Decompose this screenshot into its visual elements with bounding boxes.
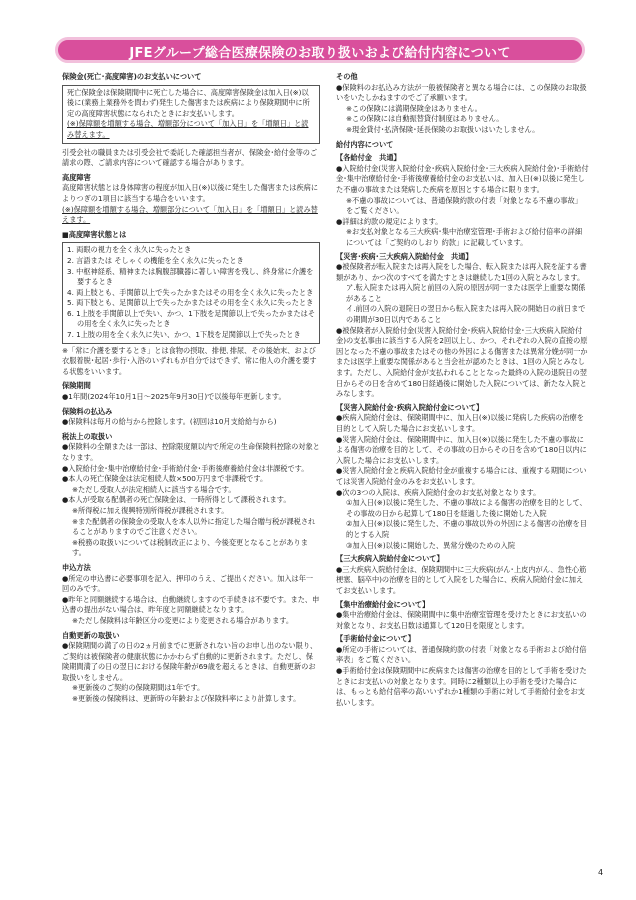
list-item: 5. 両下肢とも、足関節以上で失ったかまたはその用を全く永久に失ったとき (67, 298, 314, 308)
period-heading: 保険期間 (62, 381, 91, 391)
hd-heading: 高度障害 (62, 172, 91, 182)
apply-note: ※ただし保険料は年齢区分の変更により変更される場合があります。 (72, 615, 294, 625)
left-column (62, 72, 320, 705)
premium-heading: 保険料の払込み (62, 406, 113, 416)
death-box-note: (※)保障額を増額する場合、増額部分について「加入日」を「増額日」と読み替えます。 (67, 119, 309, 139)
renew-text: ●保険期間の満了の日の2ヵ月前までに更新されない旨のお申し出のない限り、ご契約は被保険者の健康状態にかかわらず自動的に更新されます。ただし、保険期間満了の日の翌日における保険年齢が69歳を超えるときは、自動更新のお取扱いをしません。 (62, 641, 318, 682)
period-text: ●1年間(2024年10月1日～2025年9月30日)で以後毎年更新します。 (62, 392, 286, 402)
common-detail-note: ※お支払対象となる三大疾病･集中治療室管理･手術および給付倍率の詳細については「ご契約のしおり 約款」に記載しています。 (346, 227, 583, 247)
apply-item: ●昨年と同額継続する場合は、自動継続しますので手続きは不要です。また、申込書の提出がない場合は、昨年度と同額継続となります。 (62, 594, 320, 615)
hd-note: (※)保障額を増額する場合、増額部分について「加入日」を「増額日」と読み替えます。 (62, 204, 318, 225)
disaster-item: ●災害入院給付金は、保険期間中に、加入日(※)以後に発生した不慮の事故による傷害の治療を目的として、その事故の日からその日を含めて180日以内に入院した場合にお支払いします。 (336, 434, 587, 465)
hosp-text: ●被保険者が転入院または再入院をした場合、転入院または再入院を証する書類があり、かつ次のすべてを満たすときは継続した1回の入院とみなします。 (336, 262, 587, 282)
state-list (62, 242, 320, 343)
other-note: ※現金貸付･払済保険･延長保険のお取扱いはいたしません。 (346, 124, 540, 134)
death-heading: 保険金(死亡･高度障害)のお支払いについて (62, 72, 202, 81)
three-heading: 【三大疾病入院給付金について】 (336, 554, 444, 564)
surgery-item: ●手術給付金は保険期間中に疾病または傷害の治療を目的として手術を受けたときにお支払いの対象となります。同時に2種類以上の手術を受けた場合には、もっとも給付倍率の高いいずれか1種類の手術に対して手術給付金をお支払いします。 (336, 666, 587, 707)
disaster-item: ●災害入院給付金と疾病入院給付金が重複する場合には、重複する期間については災害入院給付金のみをお支払いします。 (336, 466, 587, 486)
hosp-condition-a: ア.転入院または再入院と前回の入院の原因が同一または医学上重要な関係があること (346, 283, 586, 303)
tax-note: ※ただし受取人が法定相続人に該当する場合です。 (72, 484, 236, 494)
renew-note: ※更新後のご契約の保険期間は1年です。 (72, 683, 205, 693)
disaster-item: ●次の3つの入院は、疾病入院給付金のお支払対象となります。 (336, 487, 541, 497)
disaster-sub-item: ②加入日(※)以後に発生した、不慮の事故以外の外因による傷害の治療を目的とする入院 (346, 519, 587, 539)
surgery-item: ●所定の手術については、普通保険約款の付表「対象となる手術および給付倍率表」をご覧ください。 (336, 644, 587, 665)
disaster-item: ●疾病入院給付金は、保険期間中に、加入日(※)以後に発病した疾病の治療を目的として入院した場合にお支払いします。 (336, 413, 584, 433)
common-note: ※不慮の事故については、普通保険約款の付表「対象となる不慮の事故」をご覧ください。 (346, 195, 582, 216)
page-title: JFEグループ総合医療保険のお取り扱いおよび給付内容について (129, 46, 511, 61)
hd-text: 高度障害状態とは身体障害の程度が加入日(※)以後に発生した傷害または疾病によりつぎの1項目に該当する場合をいいます。 (62, 183, 319, 203)
list-item: 6. 1上肢を手関節以上で失い、かつ、1下肢を足関節以上で失ったかまたはその用を全く永久に失ったとき (67, 308, 316, 329)
list-item: 3. 中枢神経系、精神または胸腹部臓器に著しい障害を残し、終身常に介護を要するとき (67, 266, 314, 287)
common-text: ●入院給付金(災害入院給付金･疾病入院給付金･三大疾病入院給付金)･手術給付金･集中治療給付金･手術後療養給付金のお支払いは、加入日(※)以後に発生した不慮の事故または発病した疾病を原因とする場合に限ります。 (336, 163, 589, 194)
tax-heading: 税法上の取扱い (62, 431, 113, 441)
list-item: 7. 1上肢の用を全く永久に失い、かつ、1下肢を足関節以上で失ったとき (67, 330, 301, 340)
tax-note: ※また配偶者の保険金の受取人を本人以外に指定した場合贈与税が課税されることがありますのでご注意ください。 (72, 516, 316, 537)
benefit-heading: 給付内容について (336, 139, 394, 149)
tax-item: ●入院給付金･集中治療給付金･手術給付金･手術後療養給付金は非課税です。 (62, 463, 309, 473)
death-paragraph: 引受会社の職員または引受会社で委託した確認担当者が、保険金･給付金等のご請求の際、ご請求内容について確認する場合があります。 (62, 147, 318, 168)
death-box (62, 85, 320, 144)
apply-item: ●所定の申込書に必要事項を記入、押印のうえ、ご提出ください。加入は年一回のみです。 (62, 573, 314, 594)
hosp-condition-i: イ.前回の入院の退院日の翌日から転入院または再入院の開始日の前日までの期間が30日以内であること (346, 304, 586, 325)
other-note: ※この保険には自動振替貸付制度はありません。 (346, 114, 504, 124)
disaster-heading: 【災害入院給付金･疾病入院給付金について】 (336, 402, 484, 412)
tax-note: ※税務の取扱いについては税制改正により、今後変更となることがあります。 (72, 537, 308, 558)
death-box-text: 死亡保険金は保険期間中に死亡した場合に、高度障害保険金は加入日(※)以後に(業務上業務外を問わず)発生した傷害または疾病により保険期間中に所定の高度障害状態になられたときにお支払いします。 (67, 87, 310, 118)
disaster-sub-item: ③加入日(※)以後に開始した、異常分娩のための入院 (346, 540, 516, 550)
icu-text: ●集中治療給付金は、保険期間中に集中治療室管理を受けたときにお支払いの対象となり、お支払日数は通算して120日を限度とします。 (336, 610, 587, 630)
surgery-heading: 【手術給付金について】 (336, 634, 415, 644)
icu-heading: 【集中治療給付金について】 (336, 599, 430, 609)
state-note: ※「常に介護を要するとき」とは食物の摂取、排便､排尿、その後始末、および衣服着脱･起居･歩行･入浴のいずれもが自分ではできず、常に他人の介護を要する状態をいいます。 (62, 345, 317, 376)
other-heading: その他 (336, 72, 358, 81)
tax-item: ●本人の死亡保険金は法定相続人数×500万円まで非課税です。 (62, 474, 268, 484)
other-note: ※この保険には満期保険金はありません。 (346, 103, 482, 113)
title-banner (55, 37, 585, 63)
common-heading: 【各給付金 共通】 (336, 153, 401, 163)
list-item: 4. 両上肢とも、手関節以上で失ったかまたはその用を全く永久に失ったとき (67, 287, 314, 297)
list-item: 2. 言語または そしゃくの機能を全く永久に失ったとき (67, 255, 244, 265)
renew-note: ※更新後の保険料は、更新時の年齢および保険料率により計算します。 (72, 694, 301, 704)
premium-text: ●保険料は毎月の給与から控除します。(初回は10月支給給与から) (62, 417, 277, 427)
disaster-sub-item: ①加入日(※)以後に発生した、不慮の事故による傷害の治療を目的として、その事故の日から起算して180日を経過した後に開始した入院 (346, 498, 587, 518)
list-item: 1. 両眼の視力を全く永久に失ったとき (67, 245, 192, 255)
right-column (336, 72, 589, 708)
three-text: ●三大疾病入院給付金は、保険期間中に三大疾病(がん･上皮内がん、急性心筋梗塞、脳卒中)の治療を目的として入院をした場合に、疾病入院給付金に加えてお支払いします。 (336, 564, 587, 595)
common-detail: ●詳細は約款の規定によります。 (336, 216, 443, 226)
page-number: 4 (598, 868, 604, 877)
tax-item: ●保険料の全額または一部は、控除限度額以内で所定の生命保険料控除の対象となります。 (62, 442, 320, 462)
tax-note: ※所得税に加え復興特別所得税が課税されます。 (72, 505, 229, 515)
other-text: ●保険料のお払込み方法が一般被保険者と異なる場合には、この保険のお取扱いをいたしかねますのでご了承願います。 (336, 82, 587, 103)
tax-item: ●本人が受取る配偶者の死亡保険金は、一時所得として課税されます。 (62, 495, 291, 505)
apply-heading: 申込方法 (62, 562, 91, 572)
state-heading: ■高度障害状態とは (62, 229, 127, 239)
hosp-heading: 【災害･疾病･三大疾病入院給付金 共通】 (336, 251, 473, 261)
renew-heading: 自動更新の取扱い (62, 630, 120, 640)
hosp-text-2: ●被保険者が入院給付金(災害入院給付金･疾病入院給付金･三大疾病入院給付金)の支払事由に該当する入院を2回以上し、かつ、それぞれの入院の直接の原因となった不慮の事故またはその他の外因による傷害または異常分娩が同一かまたは医学上重要な関係があると当会社が認めたときは、1回の入院とみなします。ただし、入院給付金が支払われることとなった最終の入院の退院日の翌日からその日を含めて180日経過後に開始した入院については、新たな入院とみなします。 (336, 325, 588, 399)
